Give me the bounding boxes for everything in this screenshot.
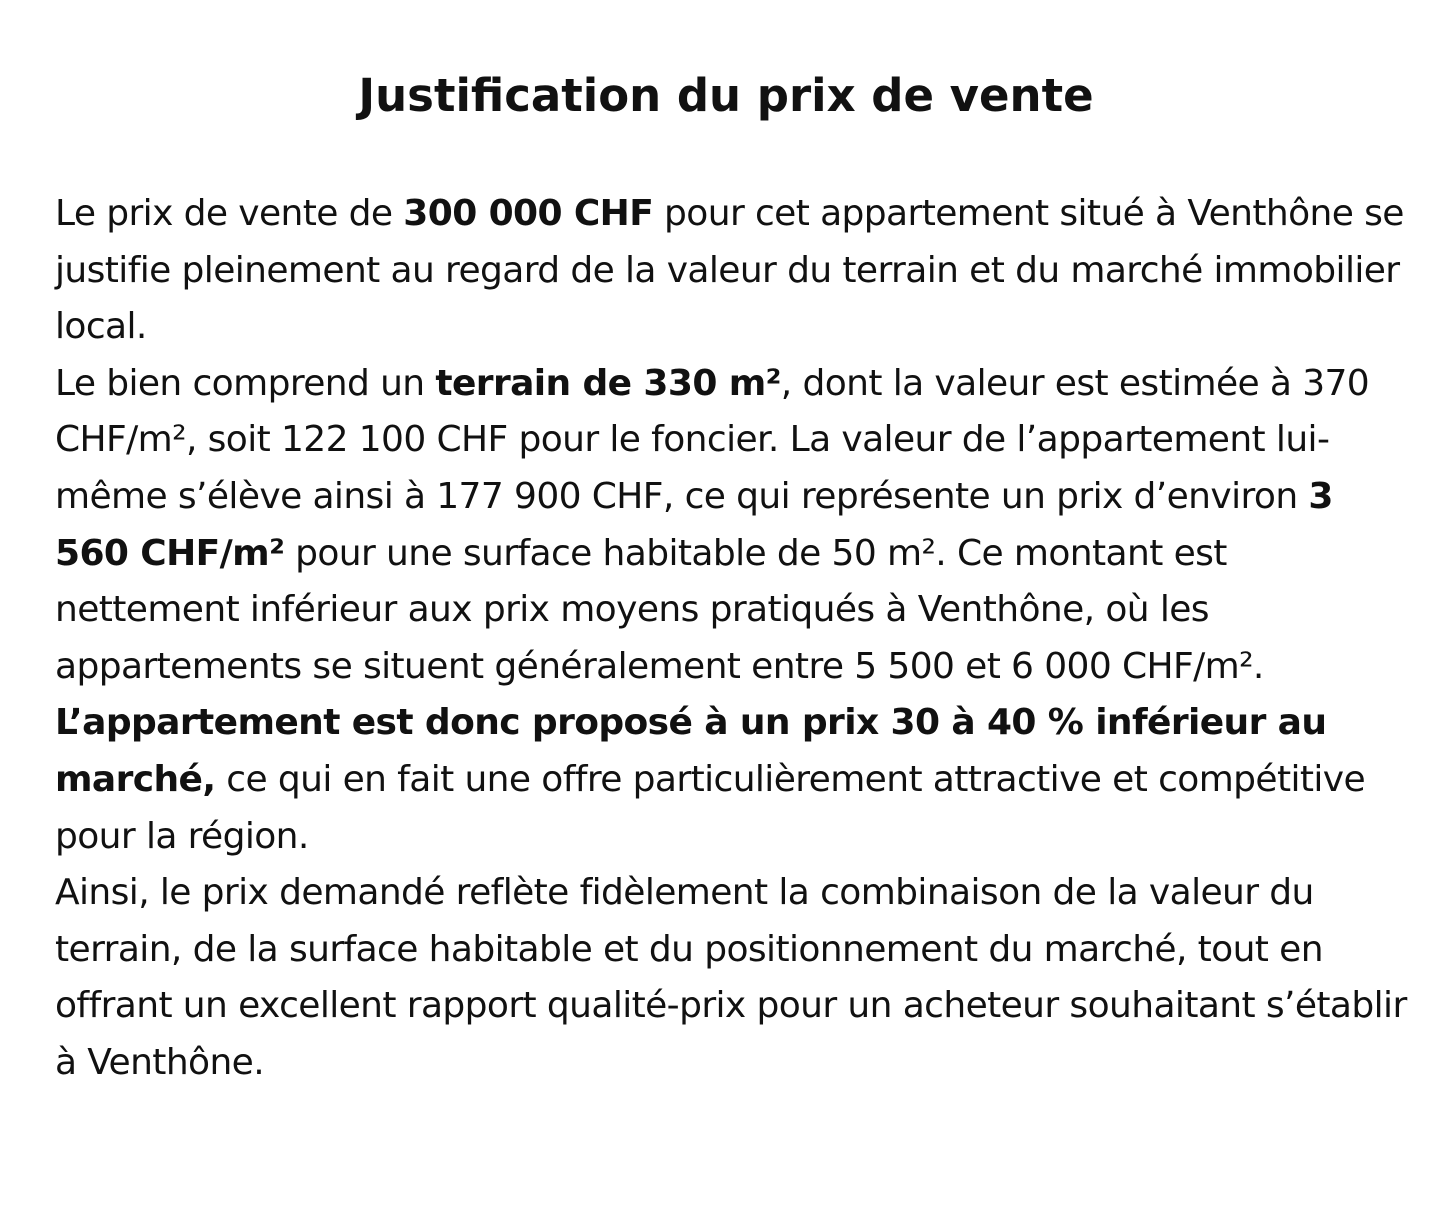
intro-text-continued: pour cet appartement situé à Venthône se justifie pleinement au regard de la valeur du terrain et du marché immobilier local. xyxy=(55,193,1404,348)
offer-attractiveness-text: ce qui en fait une offre particulièrement attractive et compétitive pour la région. xyxy=(55,758,1366,857)
land-area-highlight: terrain de 330 m² xyxy=(435,362,781,404)
intro-text: Le prix de vente de xyxy=(55,193,404,234)
paragraph-intro xyxy=(55,186,1415,356)
paragraph-valuation xyxy=(55,356,1415,865)
document-title: Justification du prix de vente xyxy=(358,69,1094,122)
price-per-m2-highlight: 3 560 CHF/m² xyxy=(55,475,1333,574)
market-comparison-text: pour une surface habitable de 50 m². Ce montant est nettement inférieur aux prix moyens pratiqués à Venthône, où les appartements se situent généralement entre 5 500 et 6 000 CHF/m². xyxy=(55,532,1264,687)
document-body xyxy=(55,186,1415,1092)
conclusion-text: Ainsi, le prix demandé reflète fidèlement la combinaison de la valeur du terrain, de la surface habitable et du positionnement du marché, tout en offrant un excellent rapport qualité-prix pour un acheteur souhaitant s’établir à Venthône. xyxy=(55,872,1407,1083)
valuation-text: Le bien comprend un xyxy=(55,362,436,404)
sale-price-highlight: 300 000 CHF xyxy=(403,193,654,234)
valuation-text-continued: , dont la valeur est estimée à 370 CHF/m², soit 122 100 CHF pour le foncier. La valeur de l’appartement lui-même s’élève ainsi à 177 900 CHF, ce qui représente un prix d’environ xyxy=(55,362,1370,517)
below-market-highlight: L’appartement est donc proposé à un prix 30 à 40 % inférieur au marché, xyxy=(55,702,1327,800)
paragraph-conclusion xyxy=(55,865,1415,1091)
